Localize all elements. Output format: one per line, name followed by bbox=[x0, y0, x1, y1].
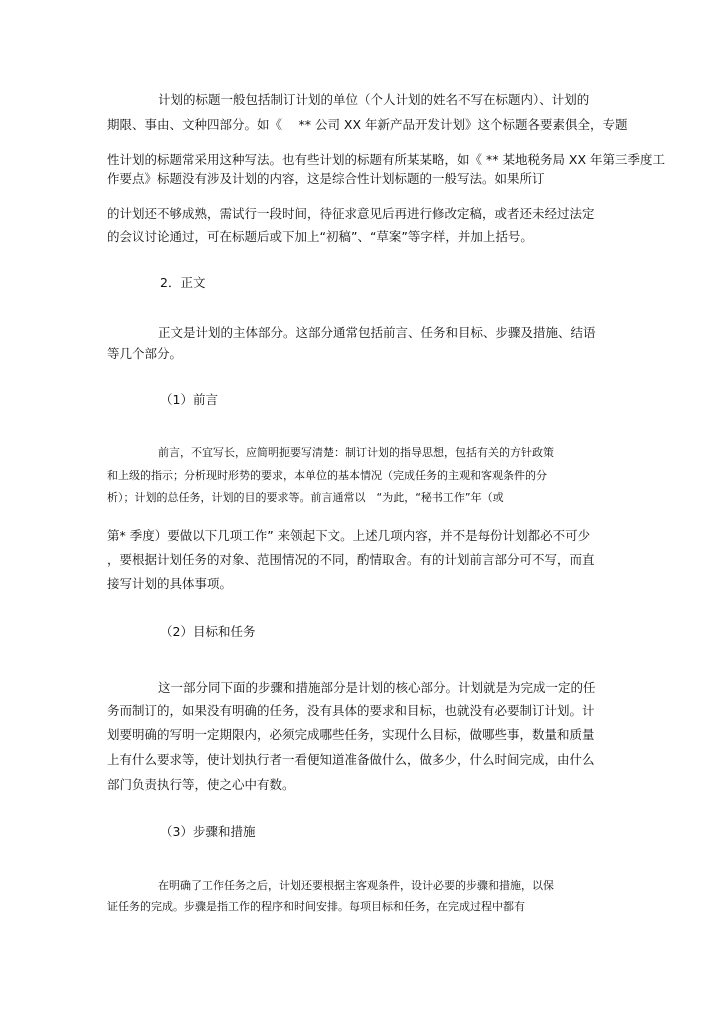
text-line: 的会议讨论通过，可在标题后或下加上“初稿”、“草案”等字样，并加上括号。 bbox=[107, 229, 533, 244]
text-line: 第* 季度）要做以下几项工作” 来领起下文。上述几项内容，并不是每份计划都必不可少 bbox=[107, 528, 591, 543]
text-line: 正文是计划的主体部分。这部分通常包括前言、任务和目标、步骤及措施、结语 bbox=[158, 325, 596, 340]
text-line: 等几个部分。 bbox=[107, 346, 183, 361]
text-line: 划要明确的写明一定期限内，必须完成哪些任务，实现什么目标，做哪些事，数量和质量 bbox=[107, 727, 595, 742]
text-line: 析）；计划的总任务，计划的目的要求等。前言通常以 “为此，“秘书工作”年（或 bbox=[107, 491, 504, 504]
text-line: 务而制订的，如果没有明确的任务，没有具体的要求和目标，也就没有必要制订计划。计 bbox=[107, 703, 595, 718]
text-line: 部门负责执行等，使之心中有数。 bbox=[107, 777, 295, 792]
text-line: 作要点》标题没有涉及计划的内容，这是综合性计划标题的一般写法。如果所订 bbox=[107, 171, 545, 186]
text-line: 前言，不宜写长，应简明扼要写清楚：制订计划的指导思想，包括有关的方针政策 bbox=[158, 446, 554, 459]
text-line: 的计划还不够成熟，需试行一段时间，待征求意见后再进行修改定稿，或者还未经过法定 bbox=[107, 206, 595, 221]
text-line: 证任务的完成。步骤是指工作的程序和时间安排。每项目标和任务，在完成过程中都有 bbox=[107, 900, 525, 913]
text-line: 计划的标题一般包括制订计划的单位（个人计划的姓名不写在标题内）、计划的 bbox=[158, 92, 590, 107]
text-line: 这一部分同下面的步骤和措施部分是计划的核心部分。计划就是为完成一定的任 bbox=[158, 680, 596, 695]
text-line: 在明确了工作任务之后，计划还要根据主客观条件，设计必要的步骤和措施，以保 bbox=[158, 879, 554, 892]
text-line: 期限、事由、文种四部分。如《 ** 公司 XX 年新产品开发计划》这个标题各要素俱全，专题 bbox=[107, 117, 628, 132]
subsection-heading: （3）步骤和措施 bbox=[160, 824, 256, 839]
subsection-heading: （2）目标和任务 bbox=[160, 624, 256, 639]
text-line: 和上级的指示；分析现时形势的要求，本单位的基本情况（完成任务的主观和客观条件的分 bbox=[107, 469, 547, 482]
subsection-heading: （1）前言 bbox=[160, 392, 218, 407]
text-line: 上有什么要求等，使计划执行者一看便知道准备做什么，做多少，什么时间完成，由什么 bbox=[107, 752, 595, 767]
section-heading: 2．正文 bbox=[160, 275, 206, 290]
text-line: 接写计划的具体事项。 bbox=[107, 576, 233, 591]
text-line: 性计划的标题常采用这种写法。也有些计划的标题有所某某略，如《 ** 某地税务局 XX 年第三季度工 bbox=[107, 152, 666, 167]
text-line: ，要根据计划任务的对象、范围情况的不同，酌情取舍。有的计划前言部分可不写，而直 bbox=[107, 552, 595, 567]
